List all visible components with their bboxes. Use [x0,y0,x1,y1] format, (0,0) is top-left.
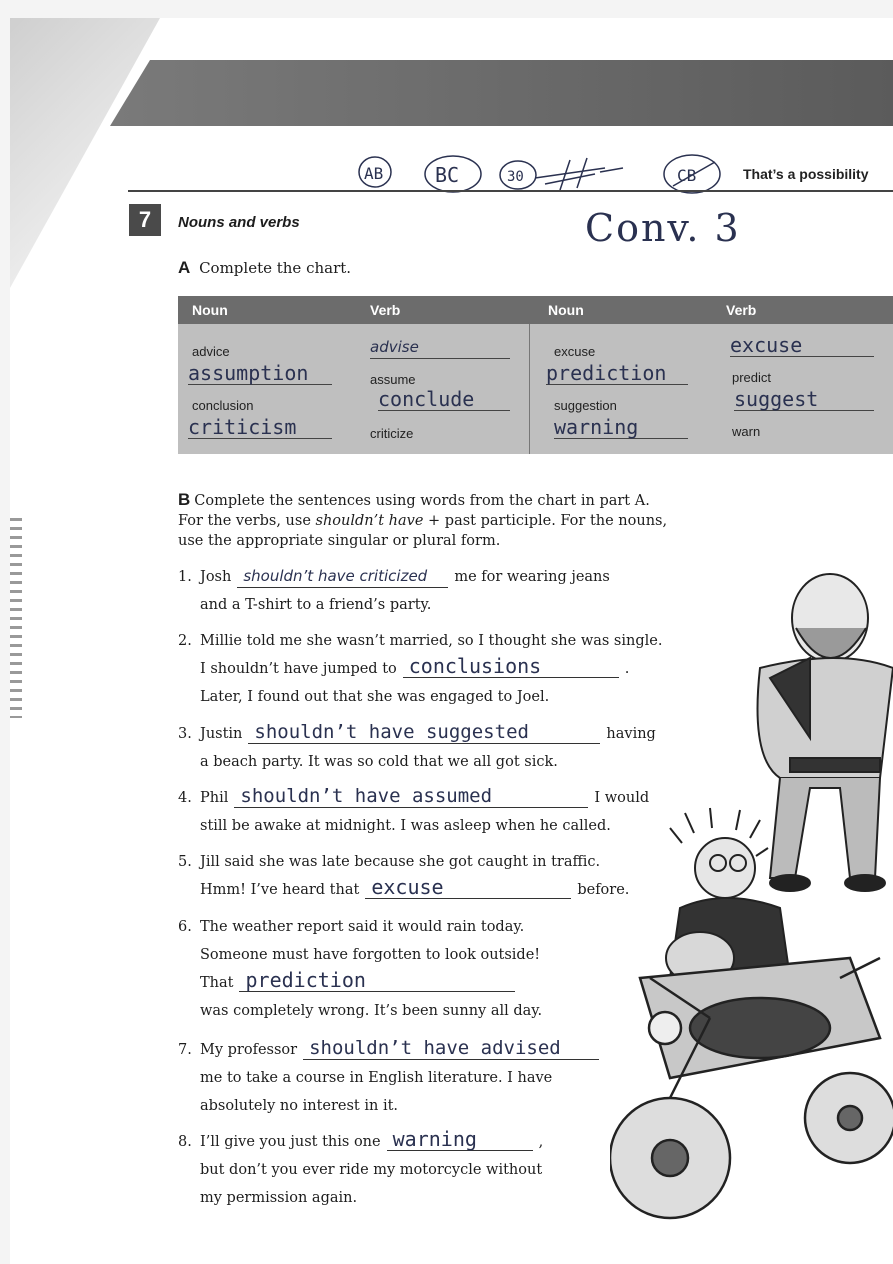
item-text: I would [594,790,650,806]
item-text: Justin [200,726,243,742]
item-text: still be awake at midnight. I was asleep when he called. [200,818,611,834]
chart-answer: excuse [730,334,874,357]
header-scribbles [355,150,735,200]
item-text: Millie told me she wasn’t married, so I thought she was single. [200,633,663,649]
item-text: I’ll give you just this one [200,1134,381,1150]
chart-answer: warning [554,416,688,439]
scribble-2: BC [435,163,460,187]
handwritten-annotation: Conv. 3 [585,206,741,250]
item-text: me for wearing jeans [454,569,610,585]
item-text: Josh [200,569,232,585]
header-band [110,60,893,126]
chart-answer: suggest [734,388,874,411]
page-title: That’s a possibility [743,166,869,182]
item-number: 3. [178,726,192,742]
chart-cell: warn [732,424,761,439]
biker-cartoon-illustration [610,558,893,1258]
chart-cell: criticize [370,426,414,441]
chart-header [178,296,893,324]
chart-divider [529,324,530,454]
chart-header-noun-1: Noun [192,302,228,318]
exercise-item-3 [178,720,656,776]
item-number: 7. [178,1042,192,1058]
exercise-item-6 [178,913,542,1025]
item-text: The weather report said it would rain today. [200,919,525,935]
chart-answer: prediction [546,362,688,385]
answer-blank[interactable]: prediction [239,969,515,992]
binding-marks [10,518,22,718]
item-text: having [606,726,656,742]
item-number: 8. [178,1134,192,1150]
chart-cell: assume [370,372,416,387]
exercise-title: Nouns and verbs [178,214,300,231]
scribble-3: 30 [507,169,524,185]
part-b-line-2a: For the verbs, use [178,513,316,529]
chart-answer: assumption [188,362,332,385]
chart-answer: conclude [378,388,510,411]
part-b-instruction [178,490,678,551]
scribble-4: CB [677,166,697,185]
answer-blank[interactable]: shouldn’t have criticized [237,565,448,588]
item-text: before. [577,882,630,898]
header-rule [128,190,893,192]
exercise-item-1 [178,563,610,619]
item-text: but don’t you ever ride my motorcycle without [200,1162,543,1178]
noun-verb-chart [178,296,893,454]
item-number: 1. [178,569,192,585]
answer-blank[interactable]: warning [387,1128,533,1151]
item-number: 6. [178,919,192,935]
item-text: , [538,1134,544,1150]
chart-cell: conclusion [192,398,254,413]
exercise-item-2 [178,627,662,711]
page-fold-shadow [10,18,170,308]
old-woman-figure [666,808,790,984]
item-text: me to take a course in English literature. I have [200,1070,553,1086]
chart-answer: advise [370,336,510,359]
exercise-number: 7 [129,204,161,236]
chart-answer: criticism [188,416,332,439]
part-b-line-1: Complete the sentences using words from the chart in part A. [194,493,650,509]
part-b-line-2c: + past participle. For the nouns, [423,513,668,529]
item-text: Later, I found out that she was engaged to Joel. [200,689,550,705]
chart-cell: excuse [554,344,596,359]
answer-blank[interactable]: shouldn’t have advised [303,1037,599,1060]
biker-figure [758,574,893,891]
item-text: My professor [200,1042,298,1058]
part-b-line-2b: shouldn’t have [315,513,424,529]
scribble-1: AB [364,164,384,183]
part-a-text: Complete the chart. [199,259,352,277]
exercise-item-8 [178,1128,543,1212]
chart-header-noun-2: Noun [548,302,584,318]
item-text: Someone must have forgotten to look outside! [200,947,541,963]
item-text: Hmm! I’ve heard that [200,882,360,898]
workbook-page [10,18,893,1264]
item-text: a beach party. It was so cold that we all got sick. [200,754,558,770]
answer-blank[interactable]: shouldn’t have assumed [234,785,588,808]
item-number: 5. [178,854,192,870]
chart-cell: predict [732,370,772,385]
exercise-item-4 [178,784,649,840]
exercise-item-7 [178,1036,605,1120]
item-text: Phil [200,790,229,806]
item-text: my permission again. [200,1190,358,1206]
item-text: absolutely no interest in it. [200,1098,399,1114]
item-text: and a T-shirt to a friend’s party. [200,597,432,613]
chart-header-verb-2: Verb [726,302,757,318]
answer-blank[interactable]: conclusions [403,655,619,678]
chart-header-verb-1: Verb [370,302,401,318]
part-a-letter: A [178,258,191,277]
item-text: That [200,975,234,991]
item-text: was completely wrong. It’s been sunny all day. [200,1003,543,1019]
item-text: . [624,661,630,677]
motorcycle-figure [610,958,893,1218]
answer-blank[interactable]: excuse [365,876,571,899]
item-number: 2. [178,633,192,649]
answer-blank[interactable]: shouldn’t have suggested [248,721,600,744]
chart-cell: advice [192,344,230,359]
part-b-line-3: use the appropriate singular or plural form. [178,533,501,549]
exercise-item-5 [178,848,629,904]
item-text: I shouldn’t have jumped to [200,661,397,677]
part-a-instruction [178,258,351,278]
item-text: Jill said she was late because she got caught in traffic. [200,854,601,870]
chart-cell: suggestion [554,398,617,413]
item-number: 4. [178,790,192,806]
part-b-letter: B [178,490,191,509]
